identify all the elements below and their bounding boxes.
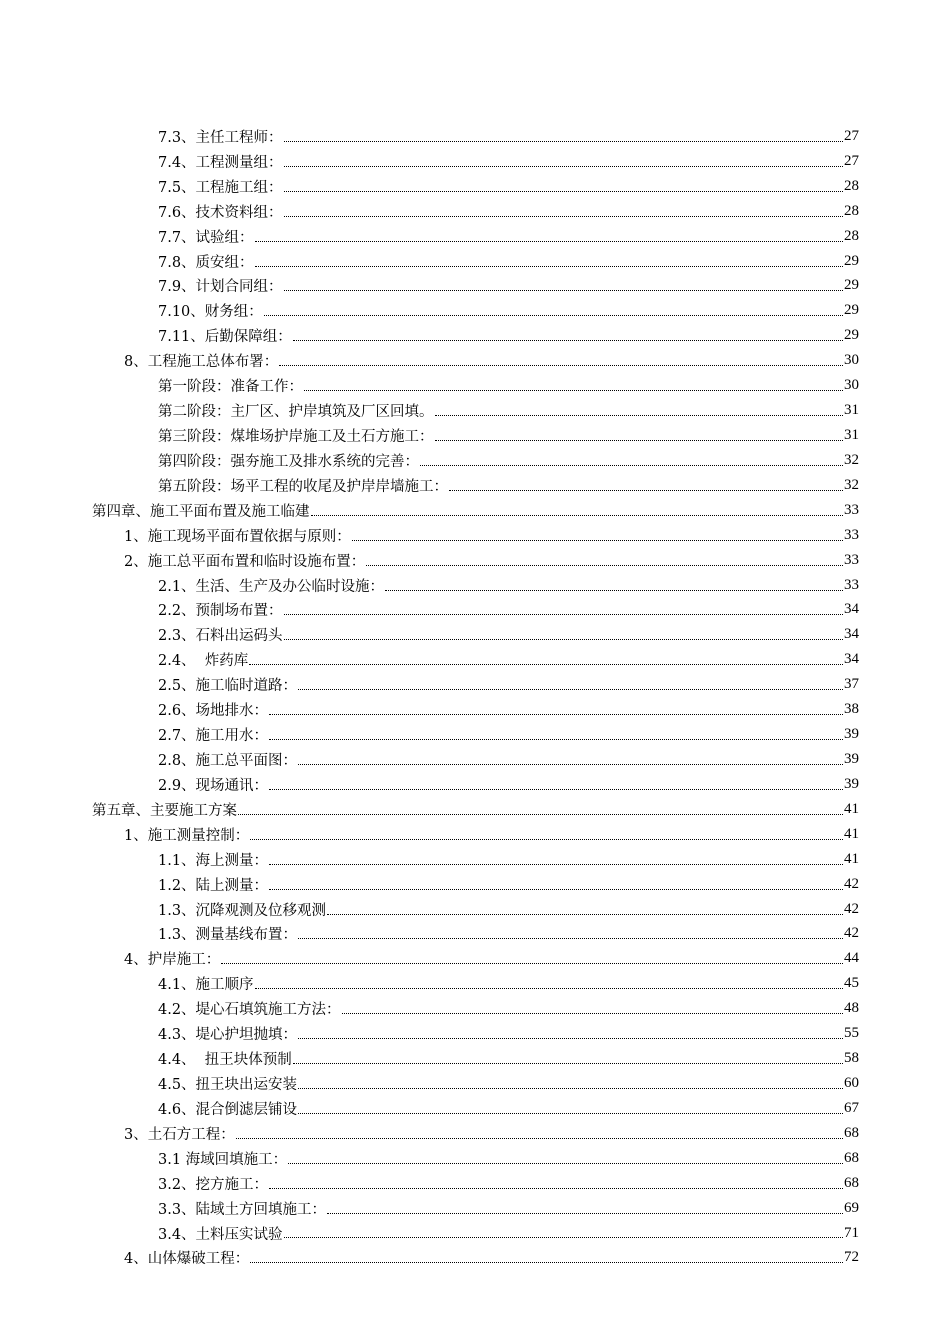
toc-entry[interactable] [0,797,950,822]
toc-entry[interactable] [0,747,950,772]
toc-entry-label: 7.9、计划合同组： [158,279,283,296]
toc-entry-page-number: 41 [844,825,859,842]
toc-entry[interactable] [0,224,950,249]
toc-entry-page-number: 33 [844,501,859,518]
toc-entry[interactable] [0,149,950,174]
toc-entry-page-number: 58 [844,1050,859,1067]
dot-leader [342,1012,843,1014]
toc-entry-page-number: 68 [844,1149,859,1166]
toc-entry[interactable] [0,473,950,498]
dot-leader [288,1162,843,1164]
toc-entry[interactable] [0,498,950,523]
toc-entry-page-number: 30 [844,352,859,369]
toc-entry-page-number: 72 [844,1249,859,1266]
dot-leader [255,240,843,242]
toc-entry[interactable] [0,622,950,647]
dot-leader [293,1062,843,1064]
toc-entry-page-number: 28 [844,177,859,194]
dot-leader [284,215,843,217]
toc-entry-page-number: 29 [844,252,859,269]
toc-entry-page-number: 41 [844,800,859,817]
dot-leader [269,888,843,890]
toc-entry-label: 2.9、现场通讯： [158,777,269,794]
toc-entry-page-number: 67 [844,1099,859,1116]
toc-entry[interactable] [0,249,950,274]
toc-entry[interactable] [0,323,950,348]
toc-entry-label: 3.2、挖方施工： [158,1176,269,1193]
toc-entry-label: 7.7、试验组： [158,229,254,246]
toc-entry-label: 1、施工测量控制： [124,827,250,844]
dot-leader [298,1037,843,1039]
toc-entry[interactable] [0,298,950,323]
dot-leader [279,364,843,366]
toc-entry-label: 1.2、陆上测量： [158,877,269,894]
dot-leader [293,339,843,341]
toc-entry-page-number: 29 [844,277,859,294]
toc-entry[interactable] [0,1046,950,1071]
toc-entry-label: 4.3、堤心护坦抛填： [158,1027,298,1044]
toc-entry-label: 第一阶段：准备工作： [158,379,303,396]
toc-entry-label: 第四章、施工平面布置及施工临建 [92,503,310,520]
toc-entry-page-number: 28 [844,202,859,219]
toc-entry[interactable] [0,1096,950,1121]
toc-entry-page-number: 42 [844,900,859,917]
toc-entry-page-number: 71 [844,1224,859,1241]
toc-entry-label: 4.2、堤心石填筑施工方法： [158,1002,341,1019]
toc-entry[interactable] [0,697,950,722]
toc-entry-label: 4.4、 扭王块体预制 [158,1052,292,1069]
dot-leader [420,464,843,466]
toc-entry[interactable] [0,872,950,897]
toc-entry-page-number: 34 [844,651,859,668]
toc-entry-label: 1、施工现场平面布置依据与原则： [124,528,351,545]
dot-leader [435,439,844,441]
dot-leader [284,1236,843,1238]
toc-entry[interactable] [0,772,950,797]
toc-entry-label: 3.4、土料压实试验 [158,1226,283,1243]
toc-entry-page-number: 31 [844,427,859,444]
toc-entry[interactable] [0,398,950,423]
dot-leader [298,1112,843,1114]
dot-leader [449,489,843,491]
dot-leader [284,638,843,640]
toc-entry-label: 3.3、陆域土方回填施工： [158,1201,327,1218]
toc-entry-label: 第四阶段：强夯施工及排水系统的完善： [158,453,419,470]
toc-entry[interactable] [0,1071,950,1096]
toc-entry-label: 7.8、质安组： [158,254,254,271]
toc-entry-label: 2.4、 炸药库 [158,653,249,670]
dot-leader [327,913,843,915]
dot-leader [284,613,843,615]
dot-leader [269,863,843,865]
toc-entry-label: 第五章、主要施工方案 [92,802,237,819]
toc-entry-label: 2.6、场地排水： [158,703,269,720]
toc-entry-page-number: 68 [844,1174,859,1191]
toc-entry-label: 4.1、施工顺序 [158,977,254,994]
dot-leader [298,1087,843,1089]
dot-leader [269,738,843,740]
toc-entry-page-number: 32 [844,476,859,493]
toc-entry[interactable] [0,971,950,996]
toc-entry-label: 1.3、测量基线布置： [158,927,298,944]
dot-leader [352,539,843,541]
toc-entry-page-number: 33 [844,576,859,593]
table-of-contents [0,124,950,1270]
dot-leader [298,763,843,765]
toc-entry-label: 8、工程施工总体布署： [124,354,279,371]
toc-entry[interactable] [0,548,950,573]
toc-entry-page-number: 33 [844,526,859,543]
toc-entry[interactable] [0,1171,950,1196]
toc-entry[interactable] [0,523,950,548]
toc-entry[interactable] [0,1221,950,1246]
toc-entry-label: 4、护岸施工： [124,952,221,969]
dot-leader [255,987,843,989]
toc-entry-label: 2、施工总平面布置和临时设施布置： [124,553,366,570]
toc-entry-page-number: 37 [844,676,859,693]
toc-entry[interactable] [0,448,950,473]
toc-entry[interactable] [0,922,950,947]
toc-entry-label: 3.1 海域回填施工： [158,1151,288,1168]
toc-entry-page-number: 48 [844,1000,859,1017]
dot-leader [435,414,844,416]
toc-entry-label: 第五阶段：场平工程的收尾及护岸岸墙施工： [158,478,448,495]
toc-entry-page-number: 32 [844,451,859,468]
toc-entry-label: 2.2、预制场布置： [158,603,283,620]
toc-entry[interactable] [0,1121,950,1146]
dot-leader [269,788,843,790]
toc-entry-page-number: 55 [844,1025,859,1042]
dot-leader [255,265,843,267]
toc-entry-label: 7.11、后勤保障组： [158,329,292,346]
toc-entry[interactable] [0,847,950,872]
dot-leader [284,190,843,192]
toc-entry-page-number: 33 [844,551,859,568]
dot-leader [284,140,843,142]
dot-leader [269,1187,843,1189]
toc-entry[interactable] [0,124,950,149]
toc-entry-page-number: 39 [844,751,859,767]
toc-entry[interactable] [0,946,950,971]
dot-leader [327,1212,843,1214]
toc-entry-page-number: 28 [844,227,859,244]
toc-entry-page-number: 42 [844,875,859,892]
toc-entry-label: 7.4、工程测量组： [158,154,283,171]
toc-entry-page-number: 34 [844,626,859,643]
toc-entry-label: 3、土石方工程： [124,1126,235,1143]
dot-leader [298,688,843,690]
toc-entry[interactable] [0,672,950,697]
toc-entry-page-number: 44 [844,950,859,967]
toc-entry[interactable] [0,996,950,1021]
toc-entry[interactable] [0,423,950,448]
toc-entry[interactable] [0,1021,950,1046]
toc-entry-label: 1.1、海上测量： [158,852,269,869]
toc-entry-page-number: 27 [844,127,859,144]
toc-entry-label: 7.6、技术资料组： [158,204,283,221]
toc-entry-label: 2.5、施工临时道路： [158,678,298,695]
toc-entry-page-number: 41 [844,850,859,867]
dot-leader [249,663,843,665]
dot-leader [238,813,843,815]
dot-leader [284,289,843,291]
dot-leader [250,838,843,840]
toc-entry-page-number: 31 [844,402,859,419]
toc-entry-page-number: 27 [844,152,859,169]
toc-entry-page-number: 30 [844,377,859,394]
dot-leader [385,589,843,591]
toc-entry-label: 7.5、工程施工组： [158,179,283,196]
toc-entry-label: 第三阶段：煤堆场护岸施工及土石方施工： [158,429,434,446]
toc-entry-label: 4、山体爆破工程： [124,1251,250,1268]
toc-entry-page-number: 34 [844,601,859,618]
dot-leader [311,514,844,516]
toc-entry-page-number: 29 [844,302,859,319]
toc-entry-page-number: 39 [844,726,859,743]
dot-leader [236,1137,843,1139]
toc-entry[interactable] [0,822,950,847]
dot-leader [221,962,843,964]
toc-entry-label: 4.5、扭王块出运安装 [158,1076,298,1093]
toc-entry-label: 2.3、石料出运码头 [158,628,283,645]
toc-entry-label: 7.3、主任工程师： [158,129,283,146]
dot-leader [366,564,843,566]
dot-leader [284,165,843,167]
toc-entry[interactable] [0,348,950,373]
toc-entry[interactable] [0,1196,950,1221]
dot-leader [250,1261,843,1263]
toc-entry-page-number: 42 [844,925,859,942]
toc-entry[interactable] [0,373,950,398]
toc-entry[interactable] [0,897,950,922]
toc-entry[interactable] [0,1146,950,1171]
toc-entry[interactable] [0,274,950,299]
toc-entry[interactable] [0,573,950,598]
toc-entry-label: 2.8、施工总平面图： [158,753,298,769]
toc-entry-page-number: 29 [844,327,859,344]
toc-entry[interactable] [0,722,950,747]
toc-entry-page-number: 39 [844,775,859,792]
dot-leader [298,937,843,939]
toc-entry-label: 2.7、施工用水： [158,728,269,745]
dot-leader [264,314,843,316]
dot-leader [304,389,843,391]
toc-entry-label: 第二阶段：主厂区、护岸填筑及厂区回填。 [158,404,434,421]
toc-entry[interactable] [0,199,950,224]
toc-entry-page-number: 68 [844,1124,859,1141]
toc-entry[interactable] [0,1245,950,1270]
toc-entry-label: 4.6、混合倒滤层铺设 [158,1101,298,1118]
toc-entry-page-number: 38 [844,701,859,718]
toc-entry-page-number: 60 [844,1074,859,1091]
toc-entry[interactable] [0,174,950,199]
toc-entry-label: 2.1、生活、生产及办公临时设施： [158,578,385,595]
dot-leader [269,713,843,715]
toc-entry-label: 1.3、沉降观测及位移观测 [158,902,327,919]
toc-entry-label: 7.10、财务组： [158,304,263,321]
toc-entry-page-number: 45 [844,975,859,992]
toc-entry[interactable] [0,598,950,623]
toc-entry-page-number: 69 [844,1199,859,1216]
toc-entry[interactable] [0,647,950,672]
